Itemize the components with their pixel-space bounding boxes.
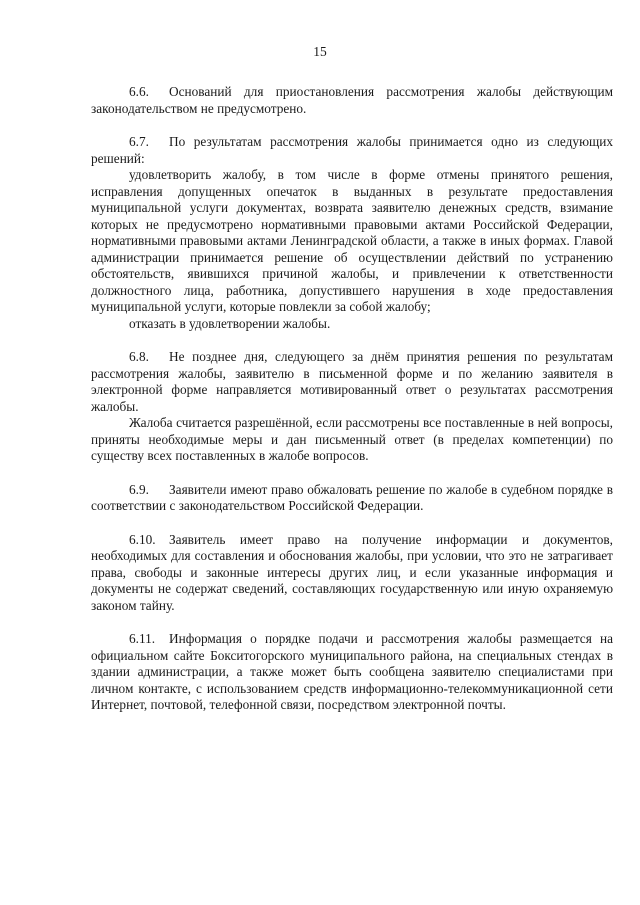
section-6-8	[91, 349, 613, 465]
decision-option-refuse: отказать в удовлетворении жалобы.	[129, 315, 331, 331]
section-paragraph	[91, 84, 613, 117]
section-paragraph	[91, 532, 613, 615]
section-text: Заявитель имеет право на получение информации и документов, необходимых для составления и обоснования жалобы, при условии, что это не затрагивает права, свободы и законные интересы других лиц, и если указанные информация и документы не содержат сведений, составляющих государственную или иную охраняемую законом тайну.	[91, 531, 613, 613]
section-paragraph	[91, 482, 613, 515]
document-body	[91, 84, 613, 731]
section-6-6	[91, 84, 613, 117]
section-paragraph	[91, 631, 613, 714]
section-6-9	[91, 482, 613, 515]
page-number: 15	[313, 44, 327, 59]
decision-option-satisfy: удовлетворить жалобу, в том числе в форме отмены принятого решения, исправления допущенных опечаток в выданных в результате предоставления муниципальной услуги документах, возврата заявителю денежных средств, взимание которых не предусмотрено нормативными правовыми актами Российской Федерации, нормативными правовыми актами Ленинградской области, а также в иных формах. Главой администрации принимается решение об осуществлении действий по устранению обстоятельств, явившихся причиной жалобы, и привлечении к ответственности должностного лица, работника, допустившего нарушения в ходе предоставления муниципальной услуги, которые повлекли за собой жалобу;	[91, 167, 613, 314]
section-number: 6.7.	[129, 134, 149, 149]
section-6-11	[91, 631, 613, 714]
section-subparagraph: Жалоба считается разрешённой, если рассмотрены все поставленные в ней вопросы, приняты необходимые меры и дан письменный ответ (в пределах компетенции) по существу всех поставленных в жалобе вопросов.	[91, 415, 613, 463]
section-paragraph	[91, 134, 613, 167]
section-text: Заявители имеют право обжаловать решение по жалобе в судебном порядке в соответствии с законодательством Российской Федерации.	[91, 481, 613, 513]
section-number: 6.11.	[129, 631, 156, 646]
section-number: 6.10.	[129, 531, 156, 547]
section-6-10	[91, 532, 613, 615]
section-paragraph	[91, 349, 613, 415]
section-text: Информация о порядке подачи и рассмотрения жалобы размещается на официальном сайте Бокситогорского муниципального района, на специальных стендах в здании администрации, а также может быть сообщена заявителю специалистами при личном контакте, с использованием средств информационно-телекоммуникационной сети Интернет, почтовой, телефонной связи, посредством электронной почты.	[91, 631, 613, 712]
section-6-7	[91, 134, 613, 332]
section-number: 6.6.	[129, 84, 149, 99]
section-number: 6.8.	[129, 349, 149, 364]
section-text: Не позднее дня, следующего за днём принятия решения по результатам рассмотрения жалобы, заявителю в письменной форме и по желанию заявителя в электронной форме направляется мотивированный ответ о результатах рассмотрения жалобы.	[91, 349, 613, 414]
section-text: Оснований для приостановления рассмотрения жалобы действующим законодательством не предусмотрено.	[91, 84, 613, 116]
section-number: 6.9.	[129, 481, 149, 497]
section-text: По результатам рассмотрения жалобы принимается одно из следующих решений:	[91, 134, 613, 166]
